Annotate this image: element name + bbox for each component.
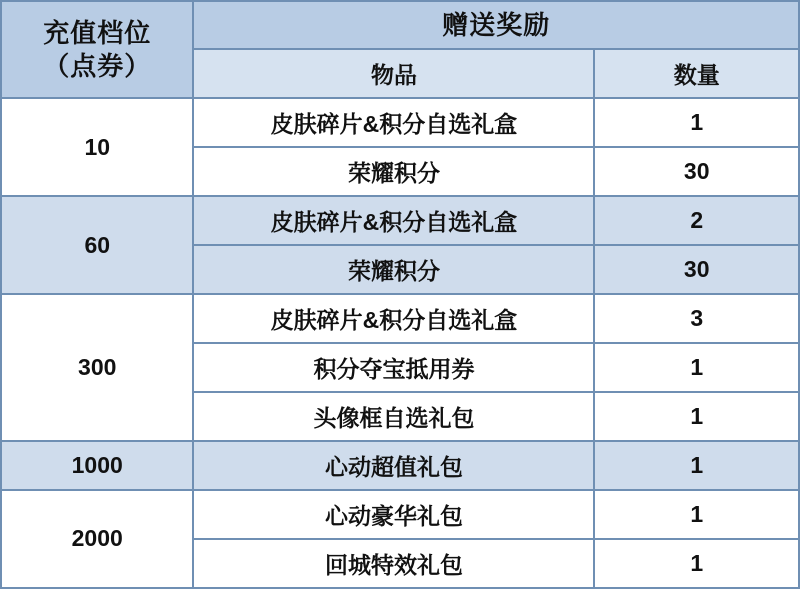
item-cell: 心动豪华礼包 — [193, 490, 594, 539]
tier-cell: 2000 — [1, 490, 193, 588]
amount-cell: 30 — [594, 245, 799, 294]
amount-cell: 1 — [594, 98, 799, 147]
tier-cell: 300 — [1, 294, 193, 441]
item-cell: 回城特效礼包 — [193, 539, 594, 588]
header-recharge-tier — [1, 1, 193, 98]
amount-cell: 30 — [594, 147, 799, 196]
tier-cell: 10 — [1, 98, 193, 196]
item-cell: 头像框自选礼包 — [193, 392, 594, 441]
amount-cell: 1 — [594, 343, 799, 392]
item-cell: 皮肤碎片&积分自选礼盒 — [193, 196, 594, 245]
table-header-row-top — [1, 1, 799, 49]
table-row — [1, 196, 799, 245]
table-row — [1, 98, 799, 147]
header-recharge-tier-line1: 充值档位 — [43, 18, 152, 49]
amount-cell: 2 — [594, 196, 799, 245]
amount-cell: 1 — [594, 392, 799, 441]
amount-cell: 1 — [594, 490, 799, 539]
item-cell: 荣耀积分 — [193, 147, 594, 196]
item-cell: 荣耀积分 — [193, 245, 594, 294]
amount-cell: 1 — [594, 441, 799, 490]
header-reward-group: 赠送奖励 — [193, 1, 799, 49]
header-amount: 数量 — [594, 49, 799, 98]
tier-cell: 60 — [1, 196, 193, 294]
item-cell: 皮肤碎片&积分自选礼盒 — [193, 98, 594, 147]
item-cell: 心动超值礼包 — [193, 441, 594, 490]
amount-cell: 1 — [594, 539, 799, 588]
tier-cell: 1000 — [1, 441, 193, 490]
header-item: 物品 — [193, 49, 594, 98]
item-cell: 积分夺宝抵用券 — [193, 343, 594, 392]
table-row — [1, 441, 799, 490]
item-cell: 皮肤碎片&积分自选礼盒 — [193, 294, 594, 343]
table-row — [1, 490, 799, 539]
header-recharge-tier-line2: （点券） — [43, 50, 152, 81]
table-row — [1, 294, 799, 343]
amount-cell: 3 — [594, 294, 799, 343]
table-body — [1, 1, 799, 588]
